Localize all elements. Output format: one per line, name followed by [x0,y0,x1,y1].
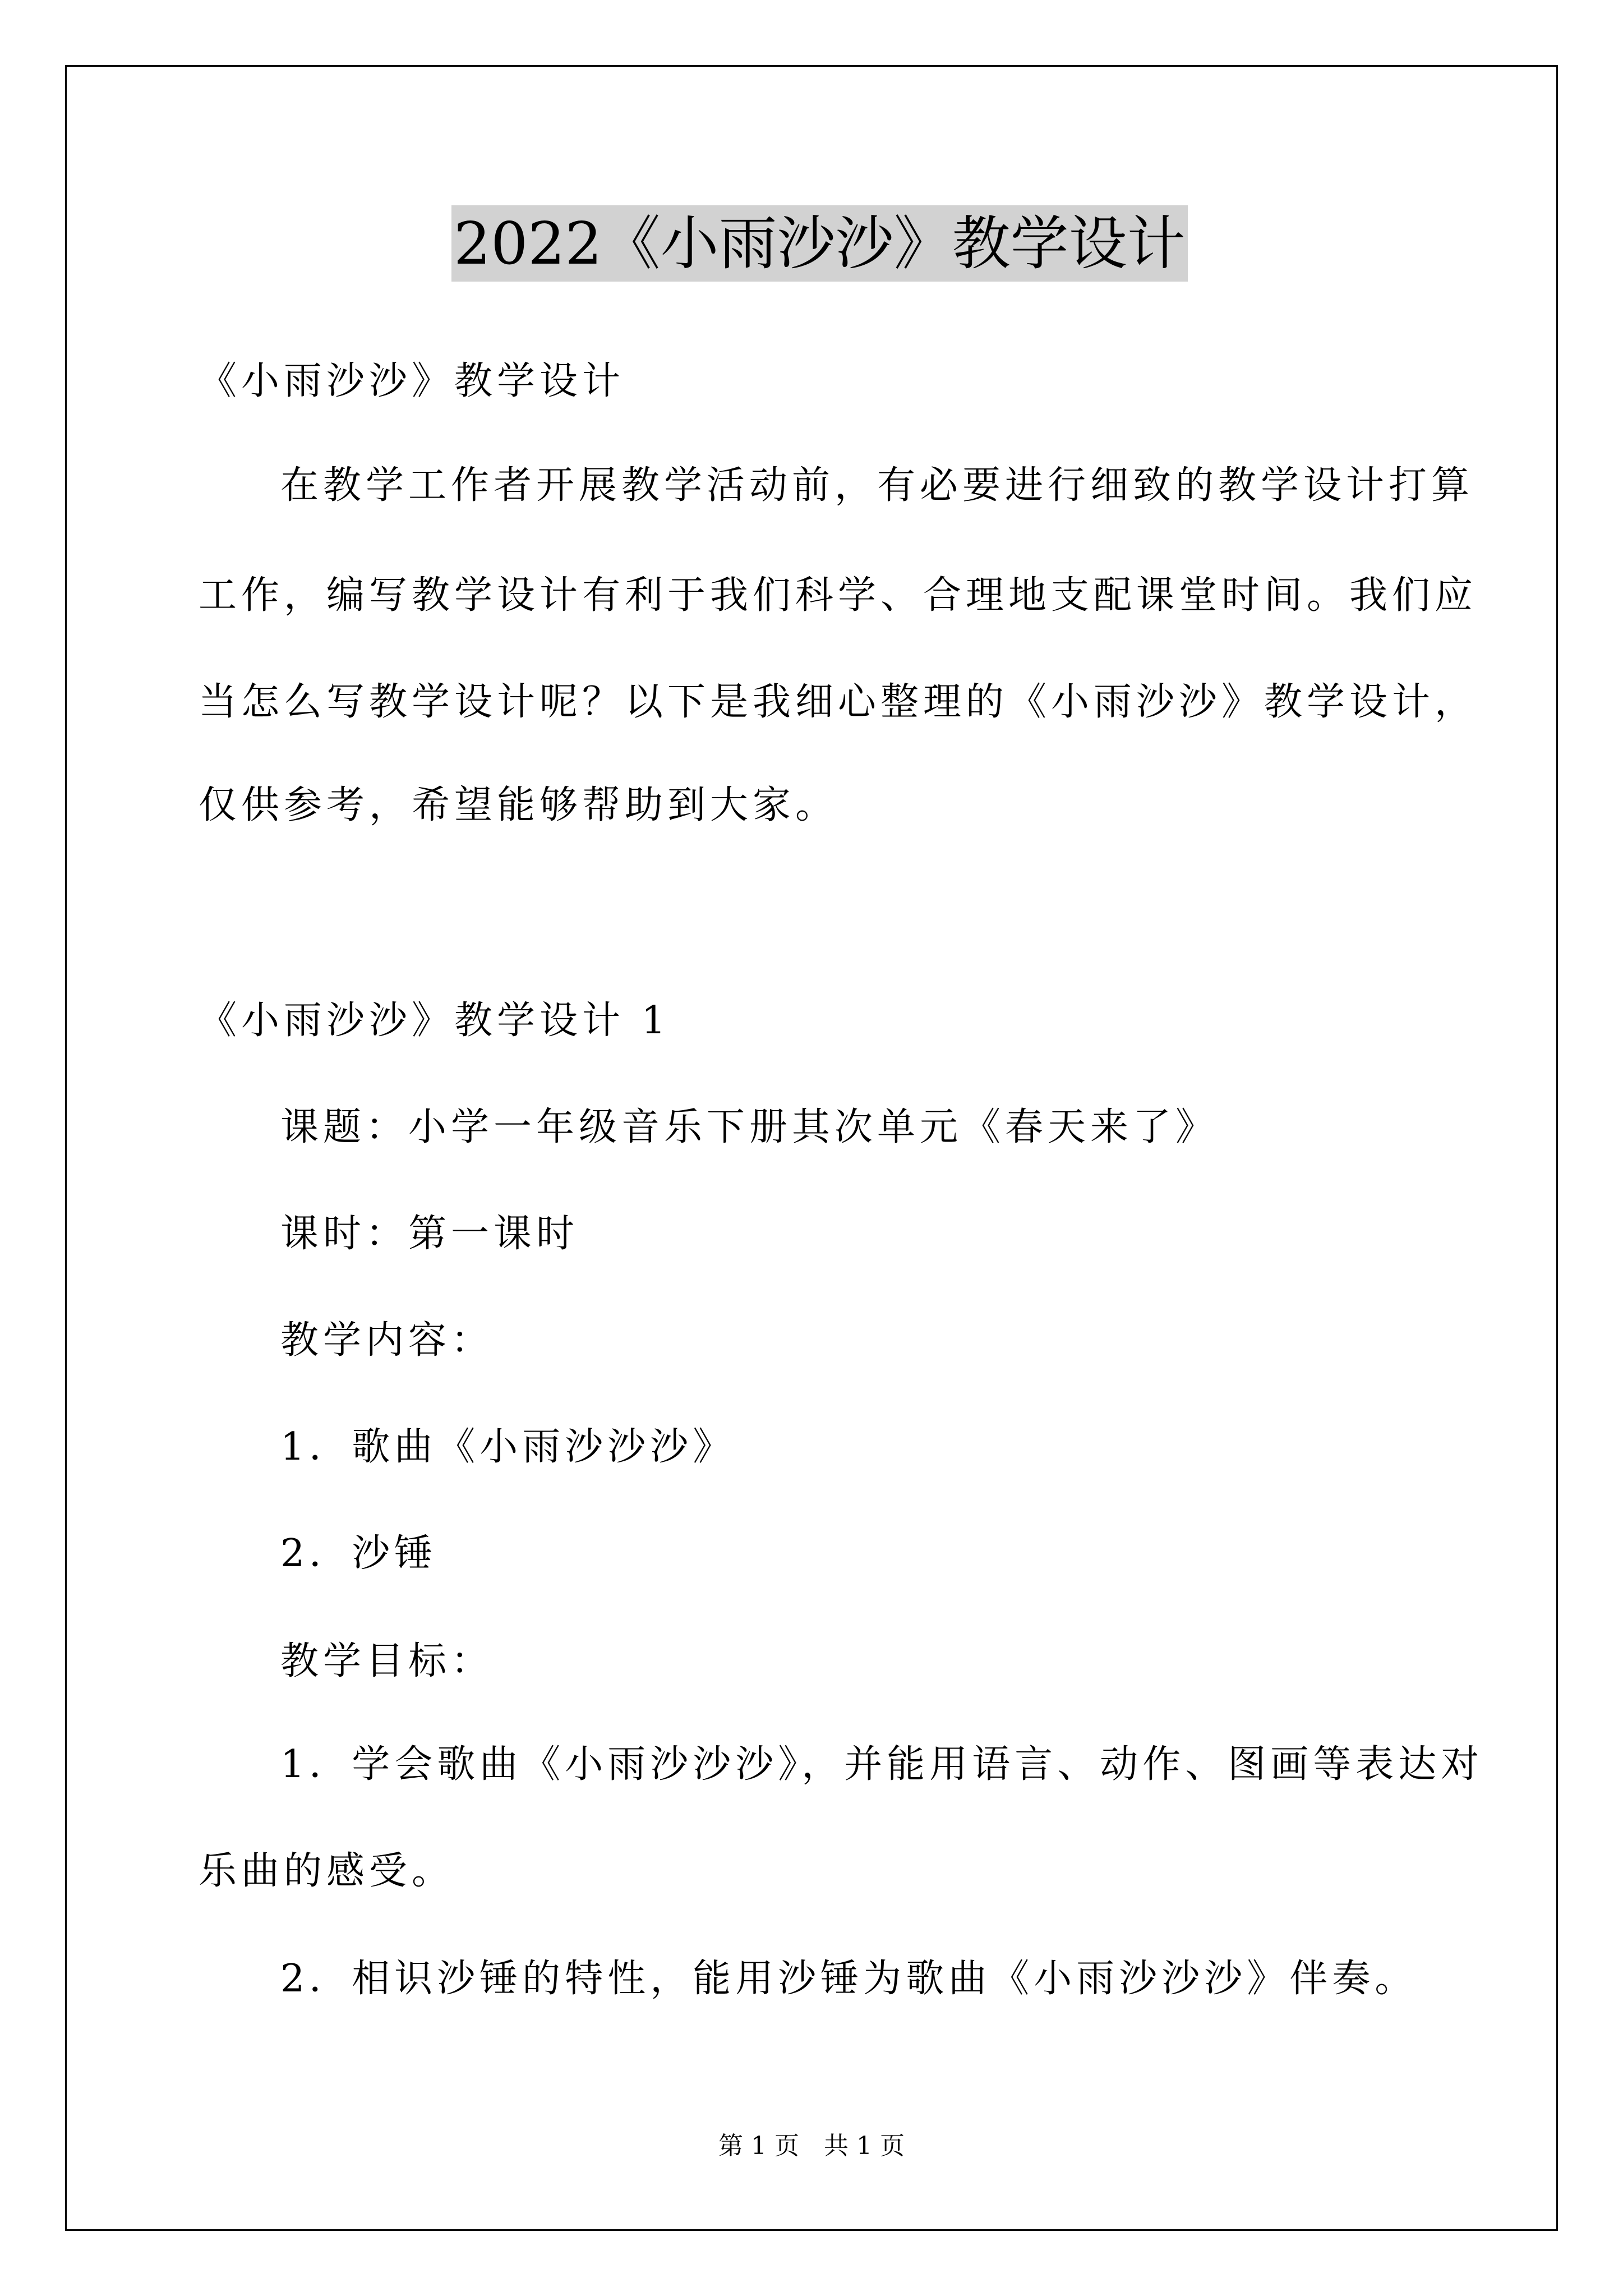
subtitle-line: 《小雨沙沙》教学设计 [199,359,625,403]
paragraph-line: 当怎么写教学设计呢？以下是我细心整理的《小雨沙沙》教学设计， [199,680,1478,724]
paragraph-line: 乐曲的感受。 [199,1849,455,1893]
list-item: 1．学会歌曲《小雨沙沙沙》，并能用语言、动作、图画等表达对 [280,1742,1484,1787]
paragraph-line: 课题：小学一年级音乐下册其次单元《春天来了》 [280,1105,1219,1149]
paragraph-line: 教学内容： [280,1318,494,1363]
paragraph-line: 工作，编写教学设计有利于我们科学、合理地支配课堂时间。我们应 [199,573,1478,618]
section-heading: 《小雨沙沙》教学设计 1 [199,999,670,1043]
paragraph-line: 教学目标： [280,1639,494,1683]
document-title: 2022《小雨沙沙》教学设计 [451,205,1188,282]
paragraph-line: 仅供参考，希望能够帮助到大家。 [199,783,838,827]
list-item: 2．沙锤 [280,1531,437,1576]
paragraph-line: 课时：第一课时 [280,1212,579,1256]
page-footer: 第 1 页 共 1 页 [718,2132,905,2160]
paragraph-line: 在教学工作者开展教学活动前，有必要进行细致的教学设计打算 [280,463,1474,508]
list-item: 1．歌曲《小雨沙沙沙》 [280,1425,736,1469]
list-item: 2．相识沙锤的特性，能用沙锤为歌曲《小雨沙沙沙》伴奏。 [280,1957,1418,2001]
